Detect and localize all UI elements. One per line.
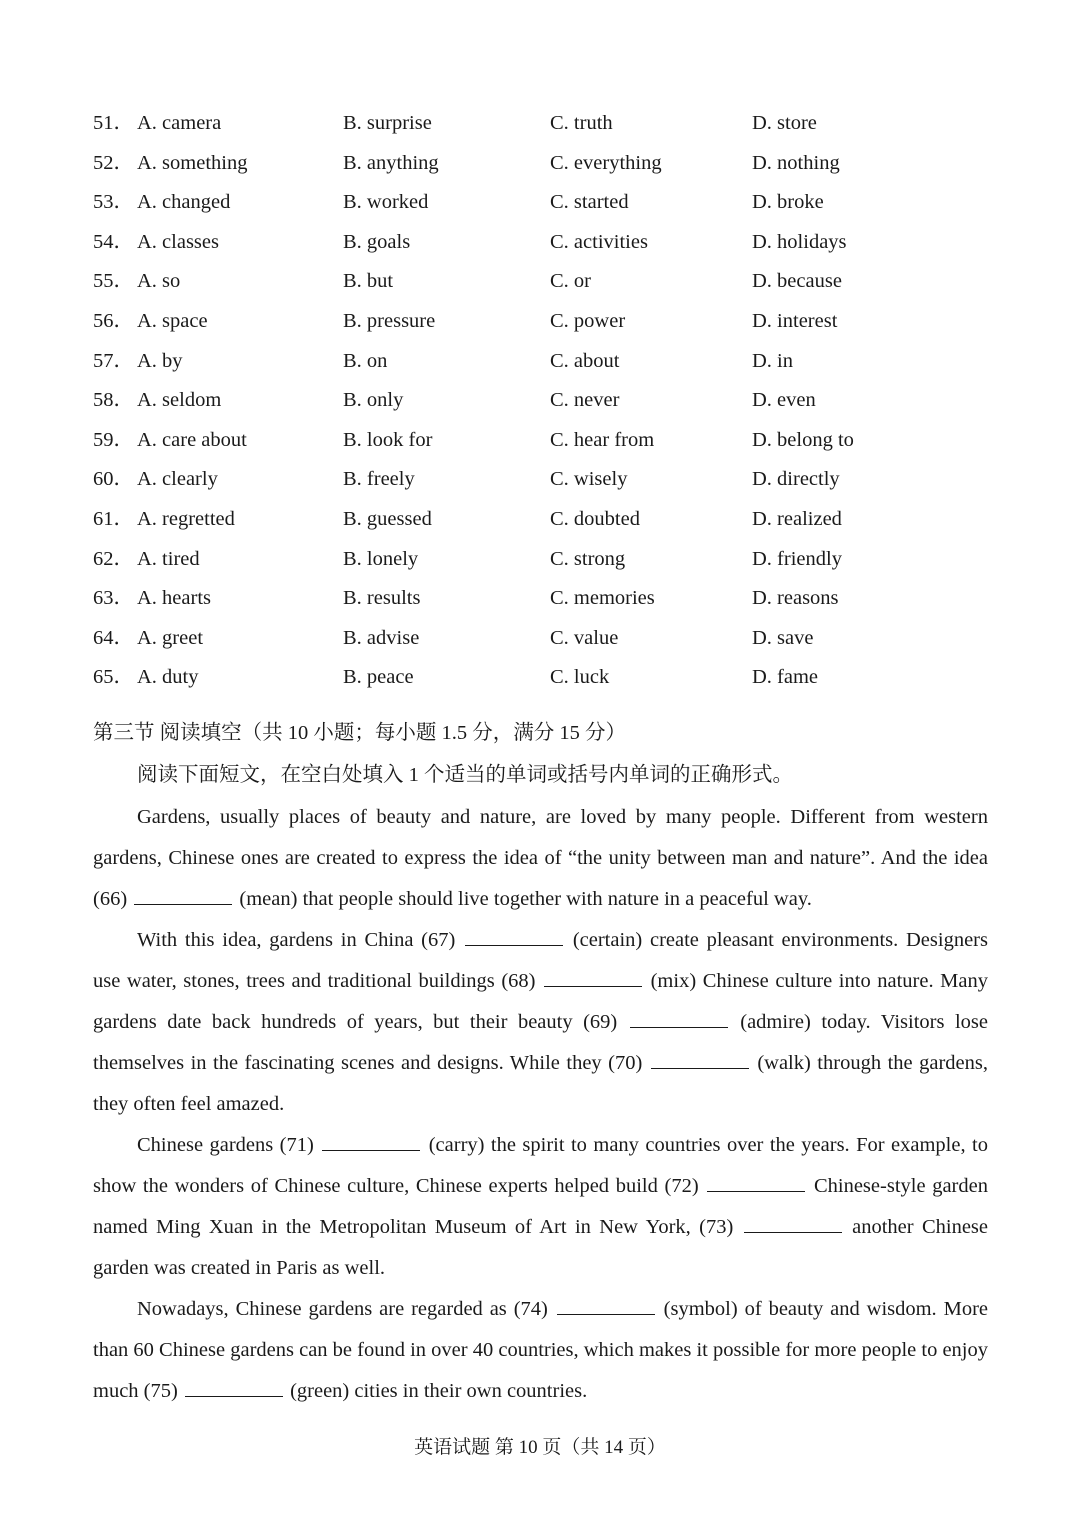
option-c: C. luck — [550, 666, 610, 689]
option-row — [93, 421, 993, 461]
option-a: A. tired — [137, 547, 200, 570]
option-b: B. surprise — [343, 112, 432, 134]
option-a: A. seldom — [137, 389, 222, 412]
blank-67 — [465, 927, 563, 946]
option-d: D. holidays — [752, 230, 847, 253]
option-row — [93, 579, 993, 619]
question-number: 58． — [93, 389, 134, 412]
section-title: 第三节 阅读填空（共 10 小题；每小题 1.5 分，满分 15 分） — [93, 722, 626, 744]
paragraph-text: (green) cities in their own countries. — [284, 1380, 588, 1402]
question-number: 62． — [93, 547, 134, 570]
paragraph-text: Chinese-style garden named Ming Xuan in the Metropolitan Museum of Art in New York, (73) — [93, 1175, 988, 1238]
option-b: B. pressure — [343, 309, 436, 332]
option-a: A. hearts — [137, 587, 212, 610]
paragraph-text: (admire) today. Visitors lose themselves in the fascinating scenes and designs. While they (70) — [93, 1011, 988, 1074]
page-footer: 英语试题 第 10 页（共 14 页） — [414, 1437, 666, 1458]
option-row — [93, 104, 993, 144]
option-d: D. broke — [752, 191, 824, 214]
blank-68 — [544, 968, 642, 987]
option-c: C. everything — [550, 151, 662, 174]
option-c: C. truth — [550, 112, 613, 134]
option-b: B. guessed — [343, 507, 432, 530]
question-number: 56． — [93, 309, 134, 332]
option-d: D. belong to — [752, 428, 854, 451]
option-b: B. worked — [343, 191, 429, 214]
option-a: A. classes — [137, 230, 219, 253]
option-d: D. directly — [752, 468, 840, 491]
option-c: C. or — [550, 270, 591, 293]
question-number: 63． — [93, 587, 134, 610]
paragraph-text: (mix) Chinese culture into nature. Many gardens date back hundreds of years, but their beauty (69) — [93, 970, 988, 1033]
option-c: C. activities — [550, 230, 648, 253]
passage — [93, 797, 988, 1412]
option-d: D. reasons — [752, 587, 839, 610]
option-row — [93, 381, 993, 421]
option-d: D. nothing — [752, 151, 840, 174]
option-row — [93, 619, 993, 659]
option-d: D. store — [752, 112, 817, 134]
question-number: 59． — [93, 428, 134, 451]
option-c: C. wisely — [550, 468, 628, 491]
options-table — [93, 104, 993, 698]
paragraph-text: Chinese gardens (71) — [137, 1134, 321, 1156]
option-d: D. realized — [752, 507, 842, 530]
option-c: C. started — [550, 191, 629, 214]
option-d: D. even — [752, 389, 816, 412]
question-number: 53． — [93, 191, 134, 214]
option-b: B. on — [343, 349, 388, 372]
option-row — [93, 460, 993, 500]
option-d: D. because — [752, 270, 842, 293]
paragraph-1 — [93, 797, 988, 920]
option-a: A. space — [137, 309, 208, 332]
blank-69 — [630, 1009, 728, 1028]
option-b: B. freely — [343, 468, 415, 491]
option-b: B. anything — [343, 151, 439, 174]
option-a: A. duty — [137, 666, 199, 689]
option-a: A. changed — [137, 191, 231, 214]
option-a: A. so — [137, 270, 181, 293]
option-a: A. regretted — [137, 507, 235, 530]
option-c: C. power — [550, 309, 626, 332]
option-row — [93, 540, 993, 580]
question-number: 55． — [93, 270, 134, 293]
paragraph-text: (certain) create pleasant environments. Designers use water, stones, trees and traditional buildings (68) — [93, 929, 988, 992]
option-c: C. hear from — [550, 428, 655, 451]
question-number: 57． — [93, 349, 134, 372]
option-c: C. never — [550, 389, 620, 412]
blank-70 — [651, 1050, 749, 1069]
option-row — [93, 144, 993, 184]
paragraph-text: Gardens, usually places of beauty and nature, are loved by many people. Different from western gardens, Chinese ones are created to express the idea of “the unity between man and nature”. And the idea (66) — [93, 806, 988, 910]
option-row — [93, 658, 993, 698]
option-d: D. in — [752, 349, 793, 372]
paragraph-2 — [93, 920, 988, 1125]
question-number: 60． — [93, 468, 134, 491]
blank-66 — [134, 886, 232, 905]
option-c: C. about — [550, 349, 620, 372]
question-number: 51． — [93, 112, 134, 134]
option-c: C. doubted — [550, 507, 640, 530]
option-row — [93, 262, 993, 302]
paragraph-text: (mean) that people should live together with nature in a peaceful way. — [234, 888, 812, 910]
option-a: A. greet — [137, 626, 204, 649]
option-b: B. peace — [343, 666, 414, 689]
option-b: B. goals — [343, 230, 411, 253]
option-a: A. something — [137, 151, 248, 174]
option-c: C. strong — [550, 547, 626, 570]
paragraph-text: another Chinese garden was created in Paris as well. — [93, 1216, 988, 1279]
option-a: A. camera — [137, 112, 222, 134]
option-row — [93, 223, 993, 263]
paragraph-4 — [93, 1289, 988, 1412]
option-row — [93, 183, 993, 223]
paragraph-text: (walk) through the gardens, they often feel amazed. — [93, 1052, 988, 1115]
option-row — [93, 342, 993, 382]
option-d: D. fame — [752, 666, 819, 689]
option-b: B. look for — [343, 428, 433, 451]
question-number: 61． — [93, 507, 134, 530]
option-d: D. save — [752, 626, 814, 649]
option-b: B. advise — [343, 626, 420, 649]
question-number: 52． — [93, 151, 134, 174]
option-row — [93, 302, 993, 342]
option-c: C. value — [550, 626, 619, 649]
question-number: 64． — [93, 626, 134, 649]
paragraph-text: Nowadays, Chinese gardens are regarded as (74) — [137, 1298, 555, 1320]
paragraph-text: (symbol) of beauty and wisdom. More than 60 Chinese gardens can be found in over 40 countries, which makes it possible for more people to enjoy much (75) — [93, 1298, 988, 1402]
blank-73 — [744, 1214, 842, 1233]
option-a: A. by — [137, 349, 183, 372]
question-number: 54． — [93, 230, 134, 253]
option-c: C. memories — [550, 587, 655, 610]
option-row — [93, 500, 993, 540]
paragraph-text: (carry) the spirit to many countries over the years. For example, to show the wonders of Chinese culture, Chinese experts helped build (72) — [93, 1134, 988, 1197]
blank-71 — [322, 1132, 420, 1151]
option-b: B. only — [343, 389, 404, 412]
option-b: B. lonely — [343, 547, 419, 570]
option-a: A. clearly — [137, 468, 218, 491]
blank-72 — [707, 1173, 805, 1192]
question-number: 65． — [93, 666, 134, 689]
option-b: B. but — [343, 270, 394, 293]
option-d: D. interest — [752, 309, 838, 332]
option-a: A. care about — [137, 428, 247, 451]
paragraph-3 — [93, 1125, 988, 1289]
blank-75 — [185, 1378, 283, 1397]
option-b: B. results — [343, 587, 421, 610]
paragraph-text: With this idea, gardens in China (67) — [137, 929, 464, 951]
section-instructions: 阅读下面短文，在空白处填入 1 个适当的单词或括号内单词的正确形式。 — [137, 764, 793, 786]
blank-74 — [557, 1296, 655, 1315]
option-d: D. friendly — [752, 547, 842, 570]
